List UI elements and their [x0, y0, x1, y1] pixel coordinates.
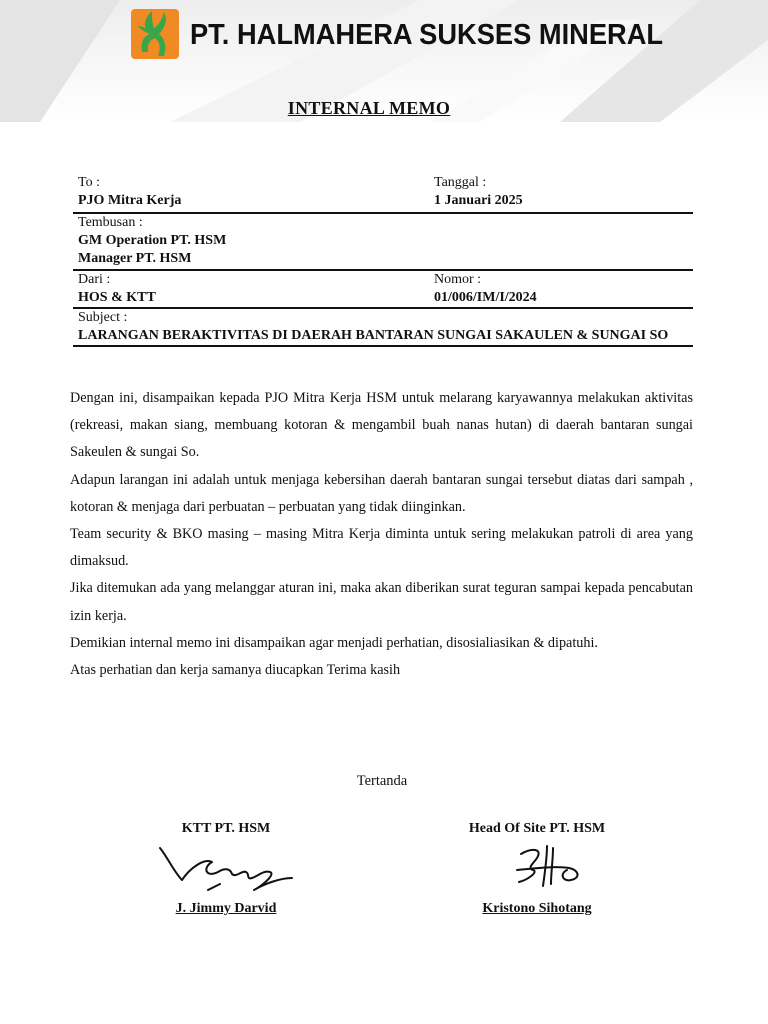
to-value: PJO Mitra Kerja: [78, 193, 182, 208]
memo-header-table: [73, 174, 693, 347]
cc-label: Tembusan :: [78, 215, 143, 230]
date-label: Tanggal :: [434, 175, 487, 190]
body-paragraph: Adapun larangan ini adalah untuk menjaga kebersihan daerah bantaran sungai tersebut diatas dari sampah , kotoran & menjaga dari perbuatan – perbuatan yang tidak diinginkan.: [70, 471, 693, 515]
signatory-role: KTT PT. HSM: [181, 821, 271, 836]
subject-value: LARANGAN BERAKTIVITAS DI DAERAH BANTARAN SUNGAI SAKAULEN & SUNGAI SO: [78, 328, 669, 343]
signatory-name: Kristono Sihotang: [482, 901, 592, 916]
number-value: 01/006/IM/I/2024: [434, 290, 537, 305]
from-value: HOS & KTT: [78, 290, 156, 305]
meta-row-cc: [73, 214, 693, 271]
memo-title: INTERNAL MEMO: [287, 98, 451, 118]
body-paragraph: Atas perhatian dan kerja samanya diucapkan Terima kasih: [70, 662, 401, 679]
meta-row-subject: [73, 309, 693, 347]
subject-label: Subject :: [78, 310, 128, 325]
body-paragraph: Demikian internal memo ini disampaikan agar menjadi perhatian, disosialiasikan & dipatuhi.: [70, 634, 598, 651]
from-label: Dari :: [78, 272, 111, 287]
signature-block-hos: [417, 820, 657, 918]
signatory-name: J. Jimmy Darvid: [175, 901, 277, 916]
closing-tertanda: Tertanda: [356, 773, 408, 789]
meta-row-to-date: [73, 174, 693, 214]
body-paragraph: Team security & BKO masing – masing Mitra Kerja diminta untuk sering melakukan patroli di area yang dimaksud.: [70, 526, 693, 570]
memo-body: [70, 385, 693, 684]
number-label: Nomor :: [434, 272, 482, 287]
body-paragraph: Dengan ini, disampaikan kepada PJO Mitra Kerja HSM untuk melarang karyawannya melakukan aktivitas (rekreasi, makan siang, membuang kotoran & mengambil buah nanas hutan) di daerah bantaran sungai Sakeulen & sungai So.: [70, 390, 693, 461]
signature-ktt: [146, 838, 306, 900]
signatory-role: Head Of Site PT. HSM: [468, 821, 606, 836]
meta-row-from-number: [73, 271, 693, 309]
company-name: PT. HALMAHERA SUKSES MINERAL: [190, 19, 664, 51]
date-value: 1 Januari 2025: [434, 193, 523, 208]
cc-value-2: Manager PT. HSM: [78, 251, 192, 266]
company-logo-icon: [130, 6, 180, 62]
body-paragraph: Jika ditemukan ada yang melanggar aturan ini, maka akan diberikan surat teguran sampai kepada pencabutan izin kerja.: [70, 580, 693, 624]
cc-value-1: GM Operation PT. HSM: [78, 233, 227, 248]
to-label: To :: [78, 175, 100, 190]
signature-block-ktt: [106, 820, 346, 918]
signature-hos: [457, 838, 617, 900]
